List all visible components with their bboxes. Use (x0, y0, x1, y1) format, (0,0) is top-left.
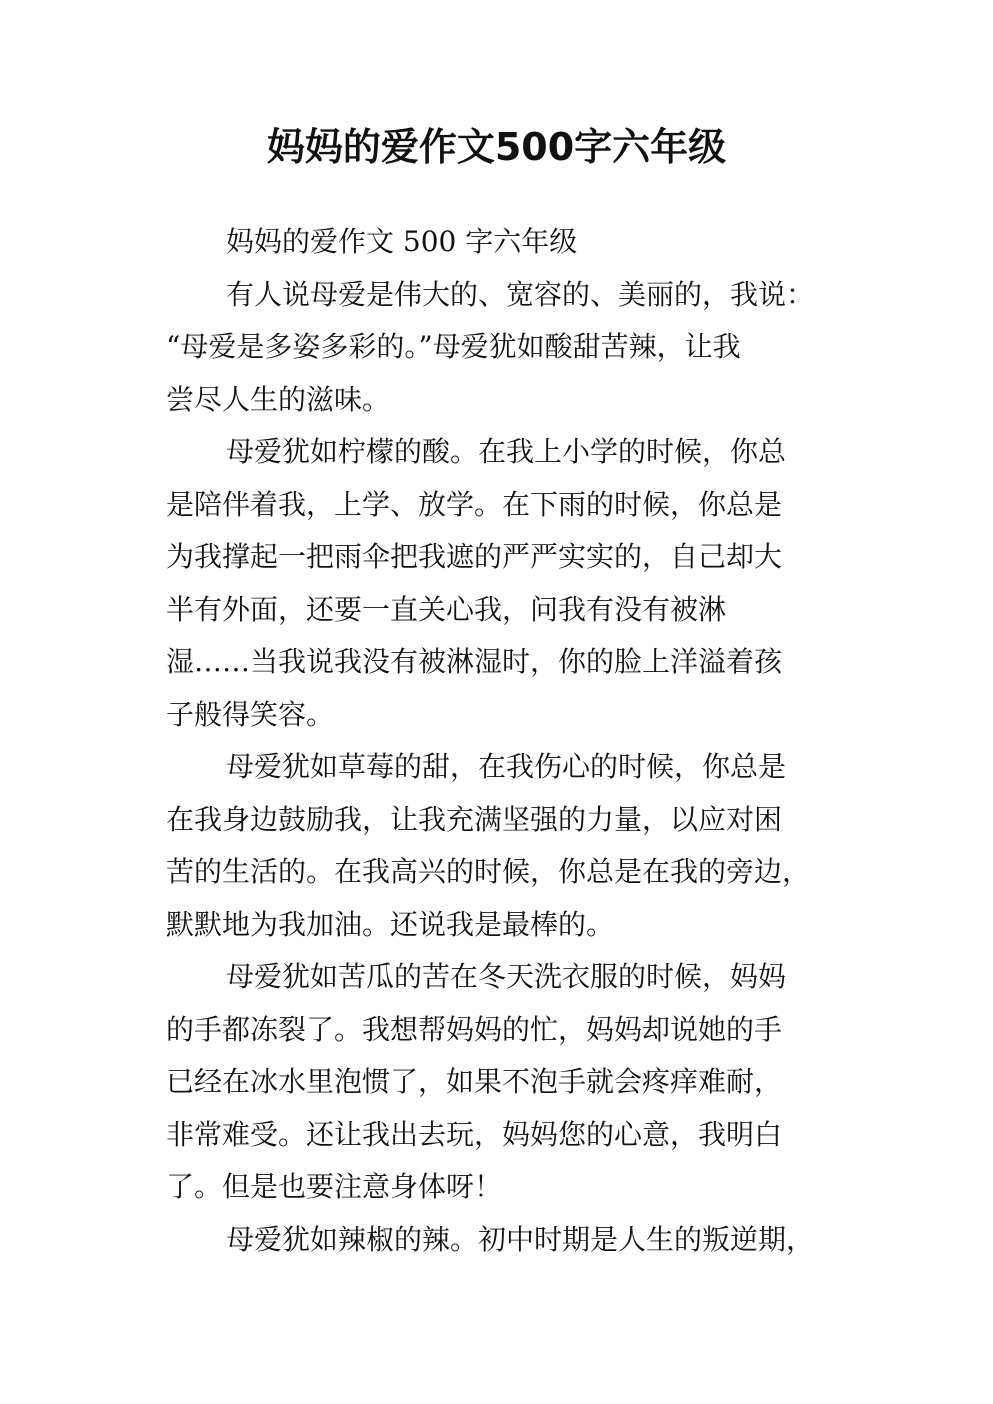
text-line: 已经在冰水里泡惯了，如果不泡手就会疼痒难耐， (166, 1065, 783, 1098)
text-line: 母爱犹如草莓的甜，在我伤心的时候，你总是 (226, 750, 787, 783)
text-line: 母爱犹如辣椒的辣。初中时期是人生的叛逆期， (226, 1222, 815, 1256)
text-line: 默默地为我加油。还说我是最棒的。 (166, 907, 615, 941)
text-line: 半有外面，还要一直关心我，问我有没有被淋 (166, 592, 727, 626)
document-body (166, 216, 846, 1266)
text-line: 为我撑起一把雨伞把我遮的严严实实的，自己却大 (166, 540, 783, 573)
text-line: 尝尽人生的滋味。 (166, 382, 391, 416)
text-line: 有人说母爱是伟大的、宽容的、美丽的，我说： (226, 277, 815, 311)
text-line: 苦的生活的。在我高兴的时候，你总是在我的旁边， (166, 855, 811, 888)
text-line: 妈妈的爱作文 500 字六年级 (226, 225, 578, 258)
text-line: 子般得笑容。 (166, 697, 335, 731)
text-line: 非常难受。还让我出去玩，妈妈您的心意，我明白 (166, 1117, 783, 1151)
document-title: 妈妈的爱作文500字六年级 (266, 125, 727, 169)
text-line: 湿……当我说我没有被淋湿时，你的脸上洋溢着孩 (166, 645, 783, 678)
text-line: “母爱是多姿多彩的。”母爱犹如酸甜苦辣，让我 (166, 330, 741, 363)
text-line: 在我身边鼓励我，让我充满坚强的力量，以应对困 (166, 802, 783, 836)
text-line: 是陪伴着我，上学、放学。在下雨的时候，你总是 (166, 487, 783, 521)
text-line: 母爱犹如苦瓜的苦在冬天洗衣服的时候，妈妈 (226, 960, 787, 993)
text-line: 了。但是也要注意身体呀！ (166, 1170, 503, 1203)
text-line: 的手都冻裂了。我想帮妈妈的忙，妈妈却说她的手 (166, 1012, 783, 1046)
text-line: 母爱犹如柠檬的酸。在我上小学的时候，你总 (226, 435, 787, 468)
